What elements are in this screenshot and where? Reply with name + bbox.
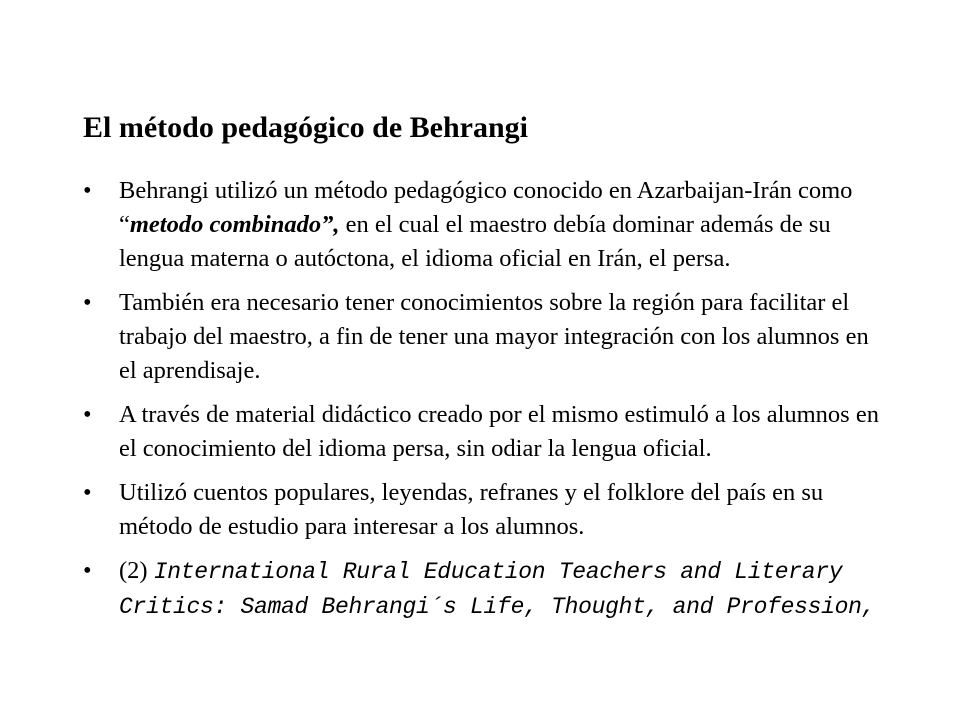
bullet-emphasis: metodo combinado”, bbox=[129, 211, 340, 238]
bullet-dot-icon: • bbox=[83, 479, 92, 506]
bullet-dot-icon: • bbox=[83, 557, 92, 584]
bullet-dot-icon: • bbox=[83, 177, 92, 204]
bullet-dot-icon: • bbox=[83, 401, 92, 428]
slide-title: El método pedagógico de Behrangi bbox=[83, 111, 529, 144]
bullet-text bbox=[119, 554, 883, 624]
bullet-item-material bbox=[83, 398, 883, 466]
bullet-item-region bbox=[83, 286, 883, 388]
bullet-item-method bbox=[83, 174, 883, 276]
bullet-item-reference bbox=[83, 554, 883, 624]
bullet-text: A través de material didáctico creado por el mismo estimuló a los alumnos en el conocimiento del idioma persa, sin odiar la lengua oficial. bbox=[119, 401, 879, 462]
bullet-text-part: Behrangi utilizó un método pedagógico conocido en Azarbaijan-Irán como “ bbox=[119, 177, 853, 238]
reference-prefix: (2) bbox=[119, 557, 154, 584]
bullet-text bbox=[119, 174, 883, 276]
bullet-dot-icon: • bbox=[83, 289, 92, 316]
bullet-list bbox=[83, 174, 883, 634]
reference-citation: International Rural Education Teachers and Literary Critics: Samad Behrangi´s Life, Thought, and Profession, bbox=[119, 559, 876, 620]
bullet-text: Utilizó cuentos populares, leyendas, refranes y el folklore del país en su método de estudio para interesar a los alumnos. bbox=[119, 479, 824, 540]
bullet-item-folklore bbox=[83, 476, 883, 544]
bullet-text-part: en el cual el maestro debía dominar además de su lengua materna o autóctona, el idioma oficial en Irán, el persa. bbox=[119, 211, 831, 272]
bullet-text: También era necesario tener conocimientos sobre la región para facilitar el trabajo del maestro, a fin de tener una mayor integración con los alumnos en el aprendisaje. bbox=[119, 289, 869, 384]
